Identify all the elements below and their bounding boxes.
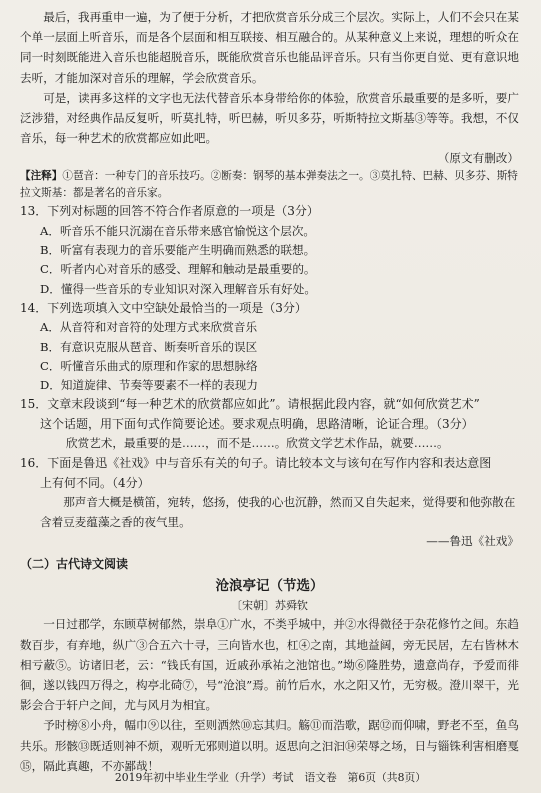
question-15-stem-cont: 这个话题，用下面句式作简要论述。要求观点明确，思路清晰，论证合理。（3分） bbox=[40, 416, 474, 431]
question-16-stem: 16．下面是鲁迅《社戏》中与音乐有关的句子。请比较本文与该句在写作内容和表达意图 bbox=[20, 456, 492, 471]
question-14-stem: 14．下列选项填入文中空缺处最恰当的一项是（3分） bbox=[20, 300, 307, 315]
question-13-option-b: B．听富有表现力的音乐要能产生明确而熟悉的联想。 bbox=[40, 243, 316, 258]
question-13-option-d: D．懂得一些音乐的专业知识对深入理解音乐有好处。 bbox=[40, 281, 316, 296]
annotation bbox=[20, 168, 519, 202]
source-note: （原文有删改） bbox=[437, 151, 519, 166]
question-14-option-c: C．听懂音乐曲式的原理和作家的思想脉络 bbox=[40, 358, 258, 373]
question-16-quote: 那声音大概是横笛，宛转，悠扬，使我的心也沉静，然而又自失起来，觉得要和他弥散在含着豆麦蕴藻之香的夜气里。 bbox=[40, 495, 516, 529]
question-14-option-b: B．有意识克服从琶音、断奏听音乐的误区 bbox=[40, 339, 258, 354]
question-13-stem: 13．下列对标题的回答不符合作者原意的一项是（3分） bbox=[20, 204, 319, 219]
classical-text-author: 〔宋朝〕苏舜钦 bbox=[231, 599, 308, 613]
question-13-option-a: A．听音乐不能只沉溺在音乐带来感官愉悦这个层次。 bbox=[40, 224, 316, 239]
annotation-text: ①琶音：一种专门的音乐技巧。②断奏：钢琴的基本弹奏法之一。③莫扎特、巴赫、贝多芬、斯特拉文斯基：都是著名的音乐家。 bbox=[20, 170, 518, 200]
question-15 bbox=[20, 395, 519, 454]
question-14-option-d: D．知道旋律、节奏等要素不一样的表现力 bbox=[40, 378, 258, 393]
classical-text-title: 沧浪亭记（节选） bbox=[215, 578, 324, 595]
annotation-label: 【注释】 bbox=[20, 170, 63, 183]
question-14 bbox=[20, 299, 519, 395]
question-13-option-c: C．听者内心对音乐的感受、理解和触动是最重要的。 bbox=[40, 262, 316, 277]
passage-paragraph-2: 可是，读再多这样的文字也无法代替音乐本身带给你的体验，欣赏音乐最重要的是多听，要广泛涉猎，对经典作品反复听，听莫扎特，听巴赫，听贝多芬，听斯特拉文斯基③等等。我想，不仅音乐，每一种艺术的欣赏都应如此吧。 bbox=[20, 90, 519, 146]
question-14-option-a: A．从音符和对音符的处理方式来欣赏音乐 bbox=[40, 320, 258, 335]
question-15-stem: 15．文章末段谈到“每一种艺术的欣赏都应如此”。请根据此段内容，就“如何欣赏艺术” bbox=[20, 397, 480, 412]
question-16 bbox=[20, 454, 519, 551]
classical-text-paragraph-1: 一日过郡学，东顾草树郁然，崇阜①广水，不类乎城中，并②水得微径于杂花修竹之间。东趋数百步，有弃地，纵广③合五六十寻，三向皆水也，杠④之南，其地益阔，旁无民居，左右皆林木相亏蔽⑤。访诸旧老，云：“钱氏有国，近戚孙承祐之池馆也。”坳⑥隆胜势，遗意尚存，予爱而徘徊，遂以钱四万得之，构亭北碕⑦，号“沧浪”焉。前竹后水，水之阳又竹，无穷极。澄川翠干，光影会合于轩户之间，尤与风月为相宜。 bbox=[20, 617, 519, 713]
question-16-quote-source: ——鲁迅《社戏》 bbox=[426, 534, 519, 549]
page-footer: 2019年初中毕业生学业（升学）考试 语文卷 第6页（共8页） bbox=[114, 771, 427, 784]
question-16-stem-cont: 上有何不同。（4分） bbox=[40, 475, 150, 490]
section-heading: （二）古代诗文阅读 bbox=[20, 557, 129, 572]
classical-text-paragraph-2: 予时榜⑧小舟，幅巾⑨以往，至则洒然⑩忘其归。觞⑪而浩歌，踞⑫而仰啸，野老不至，鱼鸟共乐。形骸⑬既适则神不烦，观听无邪则道以明。返思向之汩汩⑭荣辱之场，日与锱铢利害相磨戛⑮，隔此真趣，不亦鄙哉！ bbox=[20, 718, 519, 773]
question-15-template: 欣赏艺术，最重要的是……，而不是……。欣赏文学艺术作品，就要……。 bbox=[66, 436, 449, 451]
passage-paragraph-1: 最后，我再重申一遍，为了便于分析，才把欣赏音乐分成三个层次。实际上，人们不会只在某个单一层面上听音乐，而是各个层面和相互联接、相互融合的。从某种意义上来说，理想的听众在同一时刻既能进入音乐也能超脱音乐，既能欣赏音乐也能品评音乐。只有当你更自觉、更有意识地去听，才能加深对音乐的理解，学会欣赏音乐。 bbox=[20, 10, 519, 85]
question-13 bbox=[20, 202, 519, 298]
